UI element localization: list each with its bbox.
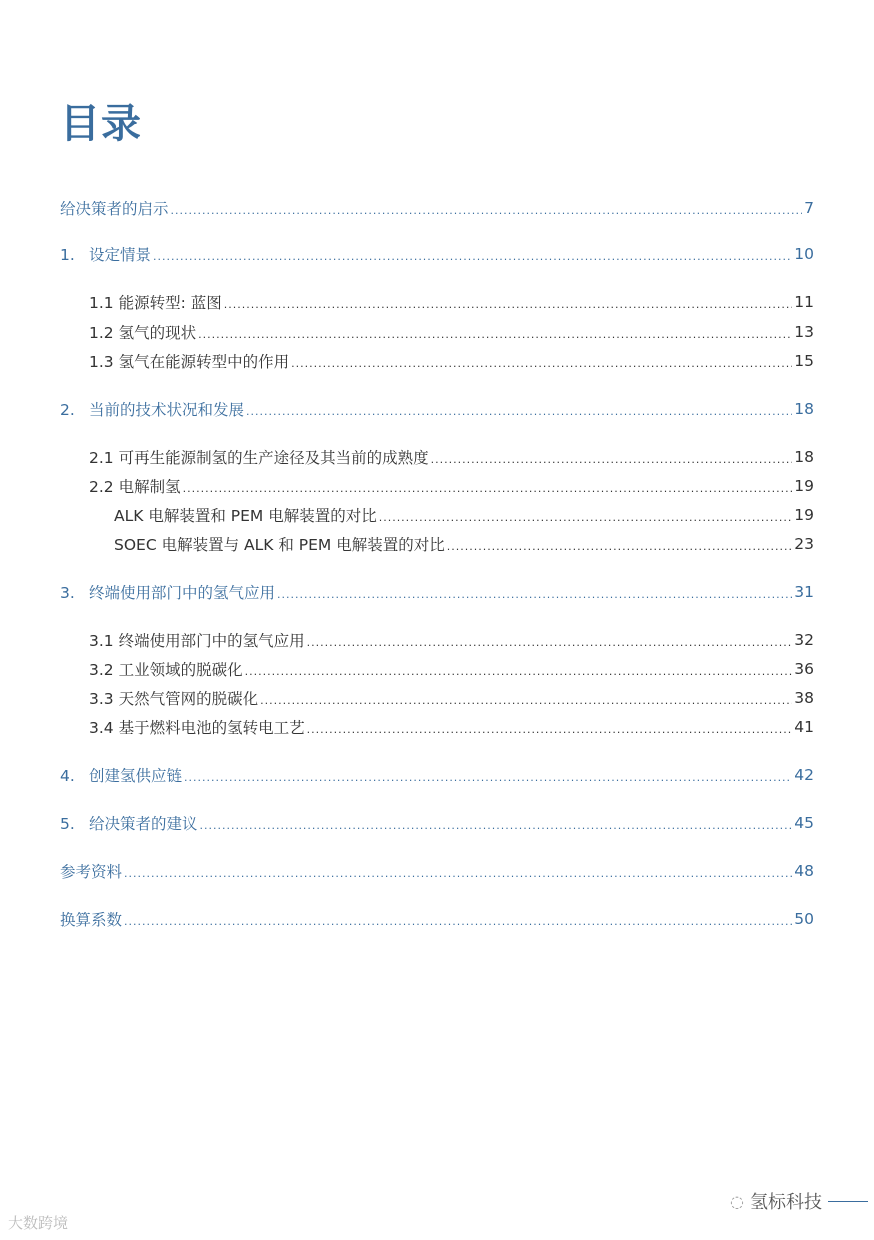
watermark-right-text: 氢标科技 <box>749 1192 822 1213</box>
dot-leader <box>307 718 793 736</box>
page-title: 目录 <box>60 101 142 147</box>
toc-entry-page: 42 <box>794 766 814 784</box>
dot-leader <box>224 293 793 311</box>
toc-entry-label: 氢气在能源转型中的作用 <box>118 353 290 371</box>
toc-entry-label: 终端使用部门中的氢气应用 <box>118 632 305 650</box>
toc-entry-page: 32 <box>794 631 814 649</box>
toc-entry-title <box>60 629 305 651</box>
toc-entry-title <box>60 291 222 313</box>
toc-entry-title <box>60 321 196 343</box>
toc-entry-label: SOEC 电解装置与 ALK 和 PEM 电解装置的对比 <box>114 536 445 554</box>
toc-entry-number: 3. <box>60 584 75 602</box>
dot-leader <box>124 862 792 880</box>
toc-entry-number: 2.1 <box>89 449 114 467</box>
toc-entry[interactable] <box>60 504 814 526</box>
toc-entry[interactable] <box>60 629 814 651</box>
dot-leader <box>277 583 792 601</box>
dot-leader <box>291 352 792 370</box>
dot-leader <box>246 400 792 418</box>
toc-entry-page: 18 <box>794 448 814 466</box>
watermark-right <box>730 1188 868 1214</box>
toc-entry-page: 38 <box>794 689 814 707</box>
dot-leader <box>198 323 792 341</box>
toc-entry[interactable] <box>60 687 814 709</box>
toc-entry-title <box>60 197 169 219</box>
toc-entry-label: 参考资料 <box>60 863 123 881</box>
toc-entry-label: 工业领域的脱碳化 <box>118 661 243 679</box>
toc-entry-number: 1.3 <box>89 353 114 371</box>
toc-entry-label: 天然气管网的脱碳化 <box>118 690 259 708</box>
toc-entry[interactable] <box>60 581 814 603</box>
toc-entry-title <box>60 350 289 372</box>
toc-entry-title <box>60 581 275 603</box>
toc-entry-page: 19 <box>794 506 814 524</box>
toc-entry-label: 给决策者的建议 <box>89 815 198 833</box>
toc-entry-title <box>60 504 377 526</box>
wechat-icon: ◌ <box>730 1191 744 1211</box>
toc-entry-number: 3.3 <box>89 690 114 708</box>
toc-entry-page: 45 <box>794 814 814 832</box>
toc-entry[interactable] <box>60 446 814 468</box>
toc-entry-label: 创建氢供应链 <box>89 767 183 785</box>
toc-entry-page: 7 <box>804 199 814 217</box>
toc-entry-title <box>60 860 122 882</box>
toc-entry-number: 1.1 <box>89 294 114 312</box>
toc-entry[interactable] <box>60 860 814 882</box>
toc-entry-page: 19 <box>794 477 814 495</box>
toc-entry-label: 当前的技术状况和发展 <box>89 401 245 419</box>
toc-entry-page: 41 <box>794 718 814 736</box>
toc-entry[interactable] <box>60 716 814 738</box>
toc-entry[interactable] <box>60 812 814 834</box>
watermark-left: 大数跨境 <box>8 1214 69 1232</box>
dot-leader <box>184 766 792 784</box>
toc-entry-label: 终端使用部门中的氢气应用 <box>89 584 276 602</box>
toc-entry-title <box>60 812 198 834</box>
dot-leader <box>200 814 793 832</box>
dot-leader <box>431 448 793 466</box>
toc-entry-label: 基于燃料电池的氢转电工艺 <box>118 719 305 737</box>
toc-entry[interactable] <box>60 764 814 786</box>
toc-entry[interactable] <box>60 321 814 343</box>
toc-entry-title <box>60 243 151 265</box>
toc-entry-number: 4. <box>60 767 75 785</box>
toc-entry[interactable] <box>60 197 814 219</box>
toc-entry[interactable] <box>60 398 814 420</box>
toc-entry[interactable] <box>60 475 814 497</box>
dot-leader <box>447 535 793 553</box>
toc-entry-title <box>60 475 181 497</box>
toc-entry[interactable] <box>60 243 814 265</box>
toc-entry-label: 电解制氢 <box>118 478 181 496</box>
toc-entry-title <box>60 533 445 555</box>
toc-entry[interactable] <box>60 533 814 555</box>
toc-entry-title <box>60 446 429 468</box>
divider <box>828 1201 868 1202</box>
toc-entry-label: 给决策者的启示 <box>60 200 169 218</box>
dot-leader <box>124 910 792 928</box>
toc-entry-page: 13 <box>794 323 814 341</box>
toc-entry-page: 50 <box>794 910 814 928</box>
toc-entry-label: 设定情景 <box>89 246 152 264</box>
toc-entry-number: 3.2 <box>89 661 114 679</box>
toc-entry-number: 5. <box>60 815 75 833</box>
toc-entry-page: 23 <box>794 535 814 553</box>
toc-entry-title <box>60 658 243 680</box>
dot-leader <box>245 660 793 678</box>
toc-entry-label: ALK 电解装置和 PEM 电解装置的对比 <box>114 507 377 525</box>
toc-entry-title <box>60 687 258 709</box>
dot-leader <box>260 689 792 707</box>
toc-entry-label: 氢气的现状 <box>118 324 197 342</box>
dot-leader <box>171 199 803 217</box>
toc-entry-page: 18 <box>794 400 814 418</box>
toc-entry-title <box>60 398 244 420</box>
toc-entry-page: 10 <box>794 245 814 263</box>
toc-entry-number: 2. <box>60 401 75 419</box>
toc-entry[interactable] <box>60 658 814 680</box>
toc-entry-number: 3.4 <box>89 719 114 737</box>
toc-entry-page: 15 <box>794 352 814 370</box>
dot-leader <box>307 631 793 649</box>
toc-entry-label: 可再生能源制氢的生产途径及其当前的成熟度 <box>118 449 429 467</box>
toc-entry-page: 31 <box>794 583 814 601</box>
dot-leader <box>153 245 792 263</box>
dot-leader <box>183 477 793 495</box>
toc-entry[interactable] <box>60 350 814 372</box>
toc-entry-page: 11 <box>794 293 814 311</box>
toc-entry-number: 1. <box>60 246 75 264</box>
toc-entry-title <box>60 716 305 738</box>
toc-entry-number: 3.1 <box>89 632 114 650</box>
toc-entry-page: 36 <box>794 660 814 678</box>
toc-entry-label: 换算系数 <box>60 911 123 929</box>
toc-entry-page: 48 <box>794 862 814 880</box>
toc-entry-number: 1.2 <box>89 324 114 342</box>
toc-entry-label: 能源转型: 蓝图 <box>118 294 222 312</box>
toc-entry-title <box>60 908 122 930</box>
toc-entry[interactable] <box>60 908 814 930</box>
toc-entry-title <box>60 764 182 786</box>
dot-leader <box>379 506 793 524</box>
toc-entry[interactable] <box>60 291 814 313</box>
toc-entry-number: 2.2 <box>89 478 114 496</box>
